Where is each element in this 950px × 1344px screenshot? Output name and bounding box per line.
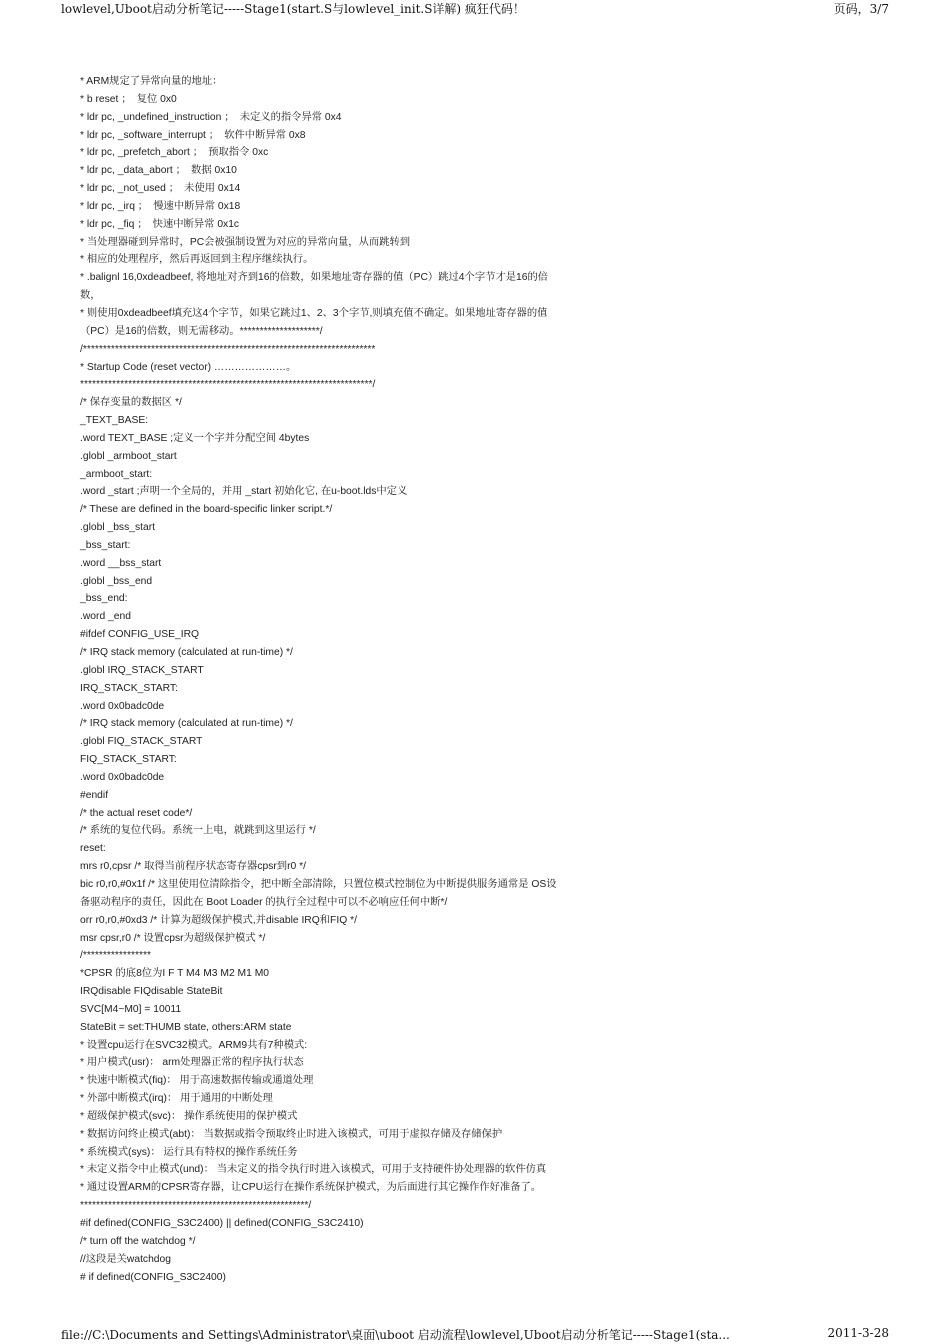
text-line: * 当处理器碰到异常时，PC会被强制设置为对应的异常向量，从而跳转到 — [80, 236, 411, 248]
text-line: _bss_start: — [80, 539, 131, 551]
text-line: /* IRQ stack memory (calculated at run-time) */ — [80, 718, 293, 730]
text-line: * 设置cpu运行在SVC32模式。ARM9共有7种模式: — [80, 1039, 308, 1051]
page-footer — [0, 1326, 950, 1344]
text-line: * 数据访问终止模式(abt)： 当数据或指令预取终止时进入该模式，可用于虚拟存储及存储保护 — [80, 1128, 503, 1140]
text-line: *CPSR 的底8位为I F T M4 M3 M2 M1 M0 — [80, 968, 270, 980]
page-number: 页码，3/7 — [833, 2, 889, 16]
text-line: # if defined(CONFIG_S3C2400) — [80, 1271, 226, 1283]
text-line: * ldr pc, _data_abort ； 数据 0x10 — [80, 165, 237, 177]
print-date: 2011-3-28 — [827, 1326, 889, 1340]
text-line: * 外部中断模式(irq)： 用于通用的中断处理 — [80, 1093, 273, 1105]
text-line: #endif — [80, 789, 109, 801]
text-line: * Startup Code (reset vector) …………………。 — [80, 361, 297, 373]
text-line: /************************************************************************* — [80, 343, 376, 355]
text-line: SVC[M4~M0] = 10011 — [80, 1003, 182, 1015]
text-line: * 未定义指令中止模式(und)： 当未定义的指令执行时进入该模式，可用于支持硬件协处理器的软件仿真 — [80, 1164, 547, 1176]
text-line: .word __bss_start — [80, 557, 162, 569]
file-path: file://C:\Documents and Settings\Administrator\桌面\uboot 启动流程\lowlevel,Uboot启动分析笔记-----Stage1(sta... — [61, 1328, 730, 1342]
text-line: 备驱动程序的责任，因此在 Boot Loader 的执行全过程中可以不必响应任何中断*/ — [80, 896, 448, 908]
text-line: * ldr pc, _software_interrupt ； 软件中断异常 0x8 — [80, 129, 306, 141]
text-line: orr r0,r0,#0xd3 /* 计算为超级保护模式,并disable IRQ和FIQ */ — [80, 914, 357, 926]
text-line: * 则使用0xdeadbeef填充这4个字节，如果它跳过1、2、3个字节,则填充值不确定。如果地址寄存器的值 — [80, 307, 548, 319]
text-line: * ldr pc, _fiq ； 快速中断异常 0x1c — [80, 218, 240, 230]
text-line: * ldr pc, _irq ； 慢速中断异常 0x18 — [80, 200, 241, 212]
text-line: * 超级保护模式(svc)： 操作系统使用的保护模式 — [80, 1110, 298, 1122]
text-line: .globl IRQ_STACK_START — [80, 664, 204, 676]
text-line: /* 系统的复位代码。系统一上电，就跳到这里运行 */ — [80, 825, 316, 837]
text-line: bic r0,r0,#0x1f /* 这里使用位清除指令，把中断全部清除，只置位模式控制位为中断提供服务通常是 OS设 — [80, 878, 557, 890]
text-line: .word _start ;声明一个全局的，并用 _start 初始化它, 在u-boot.lds中定义 — [80, 486, 408, 498]
text-line: //这段是关watchdog — [80, 1253, 171, 1265]
text-line: /* the actual reset code*/ — [80, 807, 193, 819]
text-line: *********************************************************/ — [80, 1200, 312, 1212]
text-line: * ldr pc, _not_used ； 未使用 0x14 — [80, 183, 241, 195]
text-line: /* These are defined in the board-specific linker script.*/ — [80, 504, 333, 516]
text-line: _armboot_start: — [80, 468, 153, 480]
text-line: * 快速中断模式(fiq)： 用于高速数据传输或通道处理 — [80, 1075, 314, 1087]
document-title: lowlevel,Uboot启动分析笔记-----Stage1(start.S与lowlevel_init.S详解) 疯狂代码！ — [61, 2, 525, 16]
text-line: .word 0x0badc0de — [80, 700, 165, 712]
text-line: IRQ_STACK_START: — [80, 682, 178, 694]
text-line: /* 保存变量的数据区 */ — [80, 397, 182, 409]
text-line: * ldr pc, _prefetch_abort ； 预取指令 0xc — [80, 147, 269, 159]
text-line: /* turn off the watchdog */ — [80, 1235, 196, 1247]
text-line: /* IRQ stack memory (calculated at run-time) */ — [80, 647, 293, 658]
text-line: .word TEXT_BASE ;定义一个字并分配空间 4bytes — [80, 432, 310, 444]
text-line: * .balignl 16,0xdeadbeef, 将地址对齐到16的倍数，如果地址寄存器的值（PC）跳过4个字节才是16的倍 — [80, 272, 549, 284]
text-line: * b reset ； 复位 0x0 — [80, 93, 177, 105]
text-line: .globl _armboot_start — [80, 450, 177, 462]
text-line: /***************** — [80, 950, 151, 962]
text-line: .word _end — [80, 611, 131, 623]
text-line: * 系统模式(sys)： 运行具有特权的操作系统任务 — [80, 1146, 298, 1158]
text-line: .globl _bss_start — [80, 522, 155, 534]
text-line: * ldr pc, _undefined_instruction ； 未定义的指令异常 0x4 — [80, 111, 342, 123]
text-line: .globl FIQ_STACK_START — [80, 736, 203, 748]
text-line: * ARM规定了异常向量的地址： — [80, 76, 223, 87]
text-line: #ifdef CONFIG_USE_IRQ — [80, 629, 200, 641]
text-line: StateBit = set:THUMB state, others:ARM state — [80, 1021, 292, 1033]
text-line: .word 0x0badc0de — [80, 771, 165, 783]
text-line: （PC）是16的倍数，则无需移动。********************/ — [80, 325, 323, 337]
text-line: mrs r0,cpsr /* 取得当前程序状态寄存器cpsr到r0 */ — [80, 861, 306, 873]
text-line: 数， — [80, 290, 101, 302]
text-line: #if defined(CONFIG_S3C2400) || defined(CONFIG_S3C2410) — [80, 1218, 364, 1229]
text-line: * 用户模式(usr)： arm处理器正常的程序执行状态 — [80, 1057, 304, 1069]
text-line: IRQdisable FIQdisable StateBit — [80, 986, 223, 998]
text-line: * 相应的处理程序，然后再返回到主程序继续执行。 — [80, 254, 314, 266]
text-line: msr cpsr,r0 /* 设置cpsr为超级保护模式 */ — [80, 932, 266, 944]
text-line: _bss_end: — [80, 593, 128, 605]
text-line: .globl _bss_end — [80, 575, 153, 587]
page-header — [0, 0, 950, 16]
text-line: * 通过设置ARM的CPSR寄存器，让CPU运行在操作系统保护模式，为后面进行其它操作作好准备了。 — [80, 1182, 542, 1194]
document-body — [80, 73, 600, 1286]
text-line: reset: — [80, 843, 106, 855]
text-line: _TEXT_BASE: — [80, 415, 149, 427]
text-line: FIQ_STACK_START: — [80, 754, 177, 766]
text-line: *************************************************************************/ — [80, 379, 376, 391]
